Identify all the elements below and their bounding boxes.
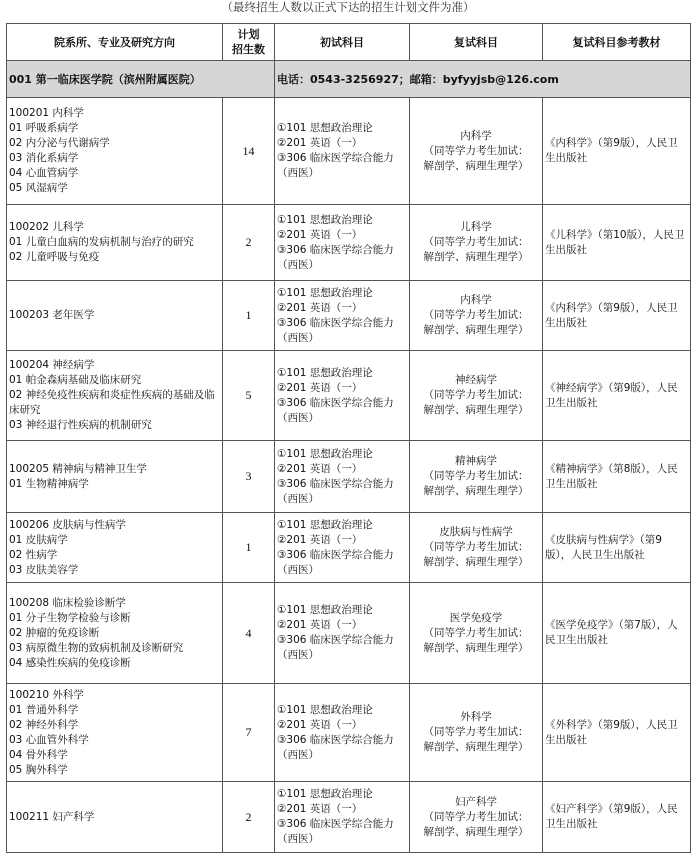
initial-subject: ②201 英语（一） [277, 619, 363, 631]
table-row [7, 583, 691, 684]
initial-subject: ①101 思想政治理论 [277, 788, 373, 800]
retest-subject: 内科学 [460, 294, 492, 306]
reference-book: 《内科学》（第9版），人民卫生出版社 [545, 301, 678, 329]
reference-book-cell [543, 351, 691, 441]
major-title: 100203 老年医学 [9, 309, 95, 321]
initial-subject: ③306 临床医学综合能力 [277, 152, 394, 164]
retest-subjects-cell [410, 98, 543, 205]
retest-note: 解剖学、病理生理学） [423, 556, 529, 568]
header-count [223, 24, 275, 61]
reference-book: 《医学免疫学》（第7版），人民卫生出版社 [545, 619, 678, 646]
reference-book: 《神经病学》（第9版），人民卫生出版社 [545, 381, 678, 409]
page-caption: （最终招生人数以正式下达的招生计划文件为准） [221, 0, 475, 14]
research-direction: 02 儿童呼吸与免疫 [9, 251, 100, 263]
header-initial: 初试科目 [275, 24, 410, 61]
major-title: 100205 精神病与精神卫生学 [9, 462, 147, 475]
retest-subject: 神经病学 [455, 374, 497, 386]
research-direction: 02 神经外科学 [9, 718, 79, 731]
table-row [7, 782, 691, 853]
initial-subject: ①101 思想政治理论 [277, 213, 373, 226]
retest-note: （同等学力考生加试： [423, 309, 529, 321]
plan-count: 14 [242, 143, 255, 158]
header-major: 院系所、专业及研究方向 [7, 24, 223, 61]
research-direction: 04 骨外科学 [9, 748, 68, 761]
plan-count-cell [223, 684, 275, 782]
retest-subjects-cell [410, 782, 543, 853]
initial-subject: （西医） [277, 492, 319, 505]
plan-count-cell [223, 205, 275, 281]
plan-count: 1 [245, 308, 252, 322]
major-cell [7, 441, 223, 513]
major-title: 100208 临床检验诊断学 [9, 596, 126, 609]
initial-subject: ③306 临床医学综合能力 [277, 634, 394, 646]
retest-note: （同等学力考生加试： [423, 470, 529, 482]
initial-subject: （西医） [277, 167, 319, 179]
initial-subject: （西医） [277, 649, 319, 661]
initial-subjects-cell [275, 684, 410, 782]
plan-count-cell [223, 782, 275, 853]
retest-note: （同等学力考生加试： [423, 626, 529, 639]
reference-book: 《皮肤病与性病学》（第9版），人民卫生出版社 [545, 533, 662, 561]
research-direction: 01 普通外科学 [9, 703, 79, 716]
major-title: 100201 内科学 [9, 107, 84, 119]
major-title: 100204 神经病学 [9, 359, 95, 371]
retest-note: （同等学力考生加试： [423, 144, 529, 157]
initial-subject: ①101 思想政治理论 [277, 286, 373, 299]
research-direction: 01 分子生物学检验与诊断 [9, 611, 131, 624]
reference-book-cell [543, 281, 691, 351]
initial-subjects-cell [275, 98, 410, 205]
retest-subject: 皮肤病与性病学 [439, 526, 513, 538]
reference-book-cell [543, 782, 691, 853]
research-direction: 04 心血管病学 [9, 167, 79, 179]
initial-subject: ①101 思想政治理论 [277, 122, 373, 134]
reference-book-cell [543, 513, 691, 583]
research-direction: 02 内分泌与代谢病学 [9, 137, 110, 149]
major-cell [7, 513, 223, 583]
retest-note: 解剖学、病理生理学） [423, 485, 529, 497]
reference-book-cell [543, 98, 691, 205]
plan-count: 2 [245, 235, 252, 249]
plan-count: 5 [245, 388, 252, 402]
initial-subjects-cell [275, 281, 410, 351]
table-header-row [7, 24, 691, 61]
department-contact: 电话：0543-3256927；邮箱：byfyyjsb@126.com [275, 61, 691, 98]
plan-count-cell [223, 583, 275, 684]
research-direction: 01 呼吸系病学 [9, 122, 79, 134]
table-row [7, 205, 691, 281]
retest-note: （同等学力考生加试： [423, 726, 529, 738]
plan-count: 7 [245, 725, 252, 739]
research-direction: 01 生物精神病学 [9, 477, 89, 490]
initial-subject: （西医） [277, 258, 319, 271]
plan-count-cell [223, 351, 275, 441]
major-title: 100202 儿科学 [9, 221, 84, 233]
initial-subjects-cell [275, 782, 410, 853]
initial-subject: ③306 临床医学综合能力 [277, 818, 394, 830]
initial-subject: ②201 英语（一） [277, 137, 363, 149]
initial-subject: ②201 英语（一） [277, 462, 363, 475]
retest-subjects-cell [410, 281, 543, 351]
research-direction: 01 皮肤病学 [9, 533, 68, 546]
research-direction: 05 风湿病学 [9, 182, 68, 194]
table-row [7, 281, 691, 351]
retest-subject: 儿科学 [460, 221, 492, 233]
table-row [7, 441, 691, 513]
initial-subject: （西医） [277, 411, 319, 424]
retest-subject: 外科学 [460, 711, 492, 723]
initial-subject: ②201 英语（一） [277, 533, 363, 546]
initial-subjects-cell [275, 583, 410, 684]
initial-subject: ②201 英语（一） [277, 228, 363, 241]
retest-note: （同等学力考生加试： [423, 810, 529, 823]
initial-subject: ①101 思想政治理论 [277, 703, 373, 716]
header-retest: 复试科目 [410, 24, 543, 61]
major-cell [7, 684, 223, 782]
plan-count: 2 [245, 809, 252, 824]
department-row [7, 61, 691, 98]
table-row [7, 98, 691, 205]
retest-note: 解剖学、病理生理学） [423, 825, 529, 838]
reference-book-cell [543, 583, 691, 684]
initial-subject: ③306 临床医学综合能力 [277, 477, 394, 490]
reference-book-cell [543, 205, 691, 281]
research-direction: 03 心血管外科学 [9, 733, 89, 746]
initial-subject: ②201 英语（一） [277, 381, 363, 394]
initial-subject: ③306 临床医学综合能力 [277, 396, 394, 409]
initial-subject: ③306 临床医学综合能力 [277, 733, 394, 746]
initial-subject: ①101 思想政治理论 [277, 518, 373, 531]
table-row [7, 684, 691, 782]
reference-book: 《内科学》（第9版），人民卫生出版社 [545, 137, 678, 164]
reference-book: 《儿科学》（第10版），人民卫生出版社 [545, 228, 685, 256]
initial-subject: ②201 英语（一） [277, 718, 363, 731]
reference-book-cell [543, 441, 691, 513]
retest-note: （同等学力考生加试： [423, 541, 529, 553]
initial-subject: （西医） [277, 748, 319, 761]
reference-book: 《妇产科学》（第9版），人民卫生出版社 [545, 803, 678, 830]
retest-note: 解剖学、病理生理学） [423, 159, 529, 172]
research-direction: 02 性病学 [9, 548, 58, 561]
research-direction: 02 肿瘤的免疫诊断 [9, 626, 100, 639]
retest-note: 解剖学、病理生理学） [423, 741, 529, 753]
initial-subject: ①101 思想政治理论 [277, 604, 373, 616]
plan-count-cell [223, 513, 275, 583]
plan-count: 3 [245, 469, 252, 483]
table-row [7, 513, 691, 583]
research-direction: 03 皮肤美容学 [9, 563, 79, 576]
retest-note: 解剖学、病理生理学） [423, 404, 529, 416]
initial-subject: （西医） [277, 331, 319, 344]
initial-subject: ①101 思想政治理论 [277, 366, 373, 379]
plan-count: 4 [245, 625, 252, 640]
header-count-line1: 计划 [237, 28, 260, 41]
initial-subject: ①101 思想政治理论 [277, 447, 373, 460]
major-cell [7, 98, 223, 205]
retest-subjects-cell [410, 351, 543, 441]
retest-note: （同等学力考生加试： [423, 389, 529, 401]
initial-subject: ②201 英语（一） [277, 803, 363, 815]
header-count-line2: 招生数 [232, 43, 265, 56]
initial-subject: （西医） [277, 833, 319, 845]
initial-subject: ③306 临床医学综合能力 [277, 316, 394, 329]
plan-count-cell [223, 441, 275, 513]
table-row [7, 351, 691, 441]
initial-subject: ③306 临床医学综合能力 [277, 243, 394, 256]
initial-subjects-cell [275, 513, 410, 583]
retest-subjects-cell [410, 684, 543, 782]
retest-subject: 医学免疫学 [449, 611, 503, 624]
major-title: 100206 皮肤病与性病学 [9, 518, 126, 531]
reference-book: 《外科学》（第9版），人民卫生出版社 [545, 718, 678, 746]
retest-subject: 内科学 [460, 129, 492, 142]
major-cell [7, 205, 223, 281]
department-name: 001 第一临床医学院（滨州附属医院） [7, 61, 275, 98]
plan-count-cell [223, 98, 275, 205]
plan-count: 1 [245, 540, 252, 554]
retest-note: （同等学力考生加试： [423, 236, 529, 248]
plan-count-cell [223, 281, 275, 351]
major-title: 100210 外科学 [9, 688, 84, 701]
research-direction: 04 感染性疾病的免疫诊断 [9, 656, 131, 669]
major-cell [7, 583, 223, 684]
retest-subjects-cell [410, 441, 543, 513]
major-title: 100211 妇产科学 [9, 810, 95, 823]
research-direction: 01 帕金森病基础及临床研究 [9, 374, 142, 386]
major-cell [7, 351, 223, 441]
research-direction: 01 儿童白血病的发病机制与治疗的研究 [9, 236, 194, 248]
reference-book-cell [543, 684, 691, 782]
research-direction: 03 消化系病学 [9, 152, 79, 164]
retest-subjects-cell [410, 205, 543, 281]
research-direction: 03 神经退行性疾病的机制研究 [9, 419, 152, 431]
research-direction: 03 病原微生物的致病机制及诊断研究 [9, 641, 184, 654]
research-direction: 05 胸外科学 [9, 763, 68, 776]
retest-note: 解剖学、病理生理学） [423, 251, 529, 263]
retest-note: 解剖学、病理生理学） [423, 641, 529, 654]
admission-plan-table [6, 23, 691, 853]
retest-subject: 精神病学 [455, 455, 497, 467]
header-books: 复试科目参考教材 [543, 24, 691, 61]
initial-subjects-cell [275, 351, 410, 441]
initial-subjects-cell [275, 205, 410, 281]
research-direction: 02 神经免疫性疾病和炎症性疾病的基础及临床研究 [9, 389, 215, 416]
retest-subject: 妇产科学 [455, 795, 497, 808]
initial-subject: （西医） [277, 563, 319, 576]
major-cell [7, 782, 223, 853]
retest-note: 解剖学、病理生理学） [423, 324, 529, 336]
major-cell [7, 281, 223, 351]
retest-subjects-cell [410, 513, 543, 583]
initial-subject: ③306 临床医学综合能力 [277, 548, 394, 561]
retest-subjects-cell [410, 583, 543, 684]
initial-subjects-cell [275, 441, 410, 513]
initial-subject: ②201 英语（一） [277, 301, 363, 314]
reference-book: 《精神病学》（第8版），人民卫生出版社 [545, 462, 678, 490]
